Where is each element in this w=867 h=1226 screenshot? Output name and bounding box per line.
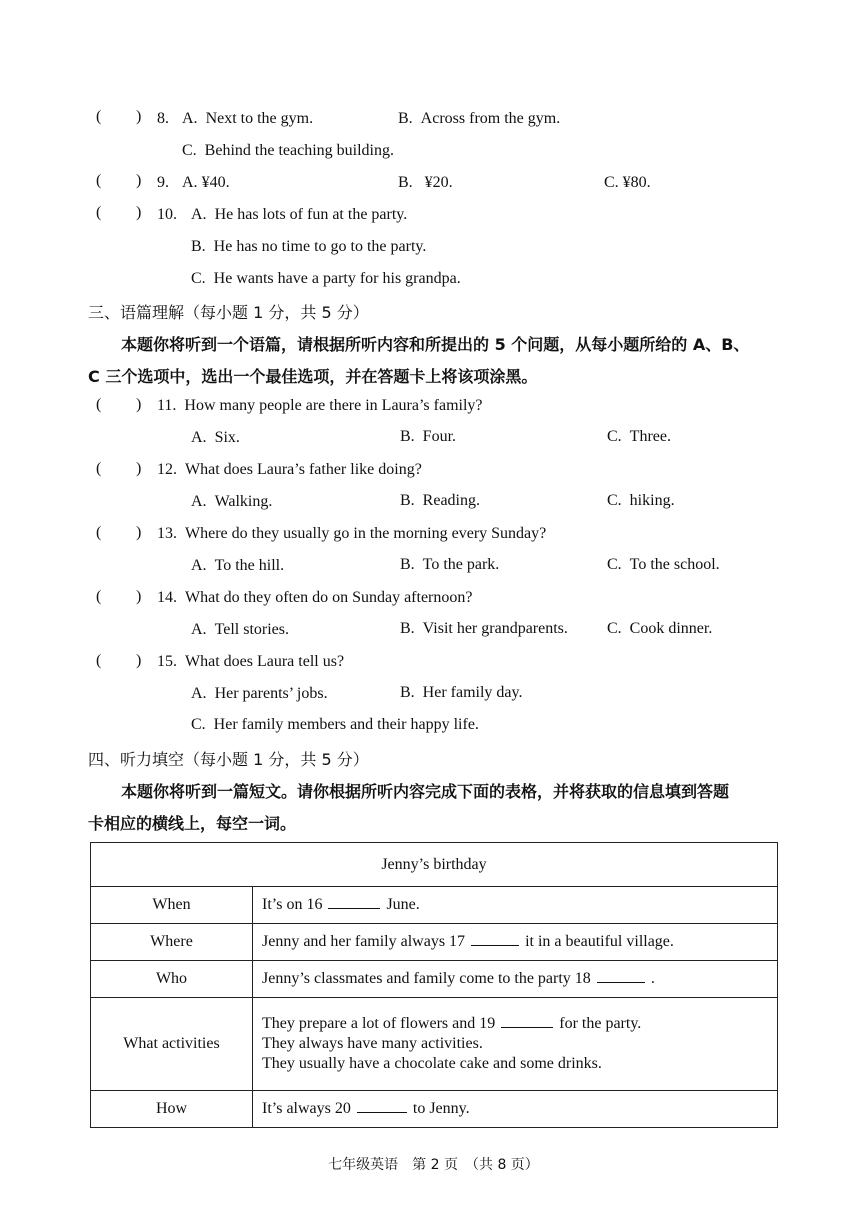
answer-blank [357,1111,407,1113]
activity-line: They always have many activities. [262,1035,483,1052]
row-content: They prepare a lot of flowers and 19 for the party. They always have many activities. They usually have a chocolate cake and some drinks. [253,998,778,1091]
option-item: B. Her family day. [400,684,523,701]
section-heading: 四、听力填空（每小题 1 分，共 5 分） [88,750,369,769]
option-item: C. To the school. [607,556,720,573]
row-label: What activities [91,998,253,1091]
row-content: It’s always 20 to Jenny. [253,1091,778,1128]
option-item: A. Six. [191,429,240,446]
question-number: 9. [157,174,169,191]
section-instructions: 卡相应的横线上，每空一词。 [88,814,297,833]
row-label: Where [91,924,253,961]
row-label: When [91,887,253,924]
option-item: A. Next to the gym. [182,110,314,127]
question-number: 8. [157,110,169,127]
question-stem: 11. How many people are there in Laura’s family? [157,397,483,414]
option-item: C. ¥80. [604,174,651,191]
activity-line: They usually have a chocolate cake and some drinks. [262,1055,602,1072]
table-row [91,1091,778,1128]
option-item: C. Cook dinner. [607,620,713,637]
option-item: C. Three. [607,428,671,445]
option-item: B. To the park. [400,556,500,573]
section-instructions: 本题你将听到一篇短文。请你根据所听内容完成下面的表格，并将获取的信息填到答题 [121,782,730,801]
row-content: It’s on 16 June. [253,887,778,924]
row-content: Jenny’s classmates and family come to the party 18 . [253,961,778,998]
option-item: A. Tell stories. [191,621,289,638]
option-item: C. He wants have a party for his grandpa. [191,270,461,287]
table-caption: Jenny’s birthday [91,843,778,887]
row-content: Jenny and her family always 17 it in a beautiful village. [253,924,778,961]
option-item: A. Walking. [191,493,273,510]
table-row [91,887,778,924]
option-item: B. Visit her grandparents. [400,620,568,637]
option-item: B. Across from the gym. [398,110,561,127]
option-item: C. Behind the teaching building. [182,142,394,159]
row-label: How [91,1091,253,1128]
option-item: B. Four. [400,428,457,445]
option-item: B. He has no time to go to the party. [191,238,427,255]
table-row [91,924,778,961]
answer-blank [471,944,519,946]
answer-blank [328,907,380,909]
birthday-table [90,842,778,1128]
answer-blank [597,981,645,983]
option-item: C. hiking. [607,492,675,509]
page-footer: 七年级英语 第 2 页 （共 8 页） [328,1157,539,1173]
section-instructions: C 三个选项中，选出一个最佳选项，并在答题卡上将该项涂黑。 [88,367,538,386]
question-stem: 13. Where do they usually go in the morning every Sunday? [157,525,547,542]
section-instructions: 本题你将听到一个语篇，请根据所听内容和所提出的 5 个问题，从每小题所给的 A、B、 [121,335,750,354]
question-number: 10. [157,206,177,223]
option-item: C. Her family members and their happy life. [191,716,479,733]
option-item: B. ¥20. [398,174,453,191]
table-row [91,998,778,1091]
question-stem: 15. What does Laura tell us? [157,653,345,670]
question-stem: 14. What do they often do on Sunday afternoon? [157,589,473,606]
table-row [91,961,778,998]
section-heading: 三、语篇理解（每小题 1 分，共 5 分） [88,303,369,322]
option-item: A. He has lots of fun at the party. [191,206,408,223]
option-item: A. ¥40. [182,174,230,191]
question-stem: 12. What does Laura’s father like doing? [157,461,422,478]
option-item: B. Reading. [400,492,480,509]
option-item: A. To the hill. [191,557,285,574]
row-label: Who [91,961,253,998]
option-item: A. Her parents’ jobs. [191,685,328,702]
answer-blank [501,1026,553,1028]
